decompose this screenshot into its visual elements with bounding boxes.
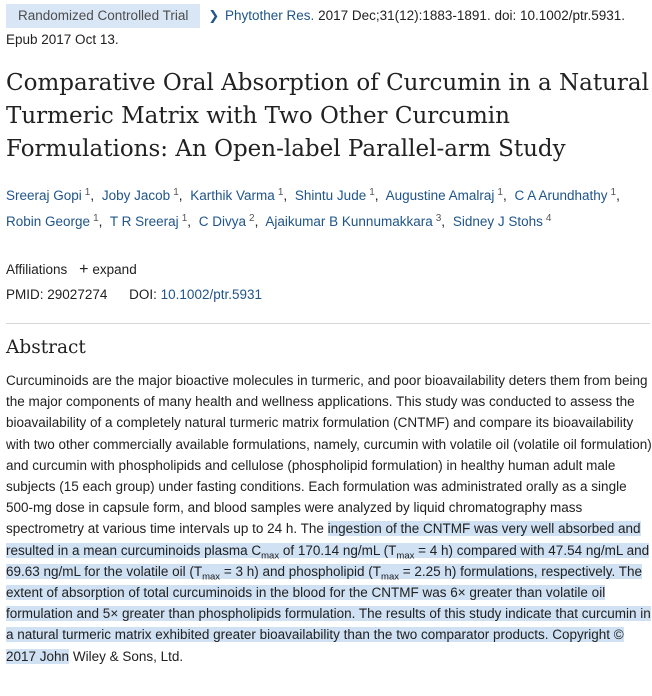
author-link[interactable]: Shintu Jude bbox=[294, 188, 367, 203]
chevron-right-icon: ❯ bbox=[208, 8, 220, 23]
affiliation-number[interactable]: 3 bbox=[435, 212, 442, 224]
author-item bbox=[199, 214, 255, 229]
authors-list: Sreeraj Gopi $^1$, Joby Jacob $^1$, Karthik Varma $^1$, Shintu Jude $^1$, Augustine Amalraj $^1$, C A Arundhathy $^1$, Robin George $^1$, T R Sreeraj $^1$, C Divya $^2$, Ajaikumar B Kunnumakkara $^3$, Sidney J Stohs $^4$ bbox=[6, 187, 620, 229]
pmid-value: 29027274 bbox=[47, 287, 108, 302]
author-link[interactable]: Augustine Amalraj bbox=[385, 188, 495, 203]
author-link[interactable]: Karthik Varma bbox=[190, 188, 275, 203]
author-item bbox=[190, 188, 283, 203]
author-link[interactable]: Ajaikumar B Kunnumakkara bbox=[265, 213, 433, 229]
pmid-label: PMID: bbox=[6, 287, 44, 302]
abstract-heading: Abstract bbox=[6, 337, 86, 358]
abstract-unselected-text: Curcuminoids are the major bioactive molecules in turmeric, and poor bioavailability deters them from being the major components of many health and wellness applications. This study was conducted to assess the bioavailability of a completely natural turmeric matrix formulation (CNTMF) and compare its bioavailability with two other commercially available formulations, namely, curcumin with volatile oil (volatile oil formulation) and curcumin with phospholipids and cellulose (phospholipid formulation) in healthy human adult male subjects (15 each group) under fasting conditions. Each formulation was administrated orally as a single 500-mg dose in capsule form, and blood samples were analyzed by liquid chromatography mass spectrometry at various time intervals up to 24 h. The bbox=[6, 373, 652, 537]
page-title: Comparative Oral Absorption of Curcumin in a Natural Turmeric Matrix with Two Other Curcumin Formulations: An Open-label Parallel-arm Study bbox=[6, 70, 649, 162]
affiliation-number[interactable]: 1 bbox=[93, 212, 99, 224]
author-item bbox=[6, 188, 90, 203]
author-link[interactable]: C Divya bbox=[198, 213, 247, 229]
abstract-tail-text: Wiley & Sons, Ltd. bbox=[72, 648, 184, 664]
author-link[interactable]: Joby Jacob bbox=[101, 188, 171, 203]
author-item bbox=[386, 188, 503, 203]
author-link[interactable]: T R Sreeraj bbox=[109, 213, 179, 229]
publication-type-badge: Randomized Controlled Trial bbox=[6, 4, 200, 28]
affiliation-number[interactable]: 1 bbox=[173, 187, 179, 198]
author-item bbox=[110, 214, 187, 229]
affiliation-number[interactable]: 1 bbox=[369, 187, 375, 198]
affiliation-number[interactable]: 1 bbox=[497, 187, 503, 198]
author-item bbox=[514, 188, 616, 203]
author-item bbox=[265, 214, 441, 229]
journal-link[interactable]: Phytother Res. bbox=[225, 8, 315, 23]
affiliation-number[interactable]: 1 bbox=[84, 187, 91, 198]
author-link[interactable]: C A Arundhathy bbox=[514, 188, 608, 203]
citation-line bbox=[6, 4, 650, 52]
affiliation-number[interactable]: 2 bbox=[249, 212, 255, 224]
author-item bbox=[453, 214, 552, 229]
affiliation-number[interactable]: 4 bbox=[545, 212, 552, 224]
doi-link[interactable]: 10.1002/ptr.5931 bbox=[160, 287, 262, 302]
affiliation-number[interactable]: 1 bbox=[610, 187, 617, 198]
citation-details: 2017 Dec;31(12):1883-1891. doi: 10.1002/ptr.5931. Epub 2017 Oct 13. bbox=[6, 8, 626, 47]
affiliation-number[interactable]: 1 bbox=[181, 212, 188, 224]
divider bbox=[6, 323, 650, 324]
author-item bbox=[102, 188, 179, 203]
affiliations-row bbox=[6, 260, 137, 280]
affiliations-label: Affiliations bbox=[6, 262, 68, 277]
doi-label: DOI: bbox=[129, 287, 157, 302]
author-link[interactable]: Sidney J Stohs bbox=[452, 213, 543, 229]
affiliation-number[interactable]: 1 bbox=[277, 187, 284, 198]
author-item bbox=[295, 188, 375, 203]
abstract-text bbox=[6, 370, 652, 667]
author-link[interactable]: Robin George bbox=[6, 213, 91, 229]
plus-icon[interactable]: + bbox=[79, 261, 89, 278]
identifiers-row bbox=[6, 285, 262, 305]
author-item bbox=[6, 214, 99, 229]
abstract-selected-text: ingestion of the CNTMF was very well absorbed and resulted in a mean curcuminoids plasma $C_{max}$ of 170.14 ng/mL ($T_{max} = 4$ h) compared with 47.54 ng/mL and 69.63 ng/mL for the volatile oil ($T_{max} = 3$ h) and phospholipid ($T_{max} = 2.25$ h) formulations, respectively. The extent of absorption of total curcuminoids in the blood for the CNTMF was 6× greater than volatile oil formulation and 5× greater than phospholipids formulation. The results of this study indicate that curcumin in a natural turmeric matrix exhibited greater bioavailability than the two comparator products. Copyright © 2017 John bbox=[6, 521, 651, 664]
author-link[interactable]: Sreeraj Gopi bbox=[6, 188, 82, 203]
expand-affiliations-button[interactable]: expand bbox=[92, 262, 137, 277]
